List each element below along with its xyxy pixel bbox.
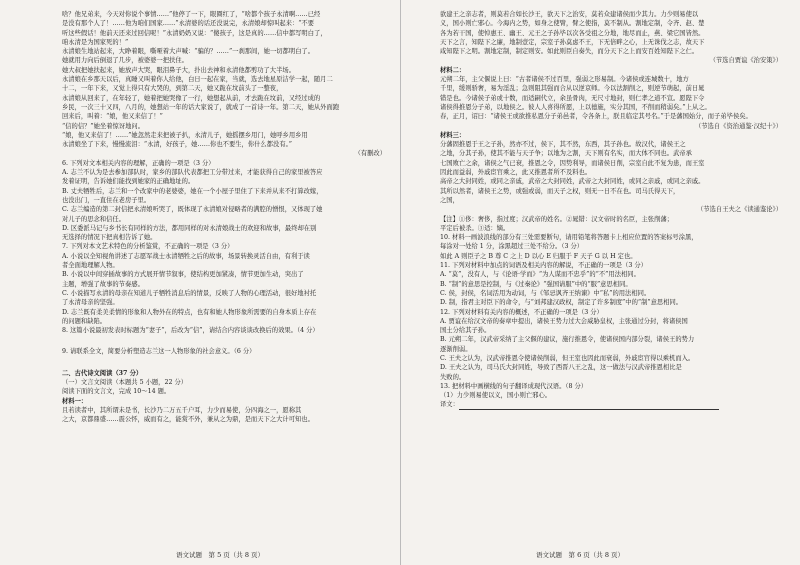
left-text-line: 的问题和缺陷。 <box>62 317 107 325</box>
right-text-line: 错是也。今诸侯子弟或十数，而适嗣代立，余虽骨肉，无尺寸地封，则仁孝之道不宣。愿陛下令 <box>440 94 705 102</box>
translation-label: 译文： <box>440 400 782 409</box>
left-text-line: 回来后，叫着：“娘，他又来信了！” <box>62 113 163 121</box>
right-text-line: 分藩固推恩于王之子孙，然亦不过，侯下，其不然，东西，其子孙也。故汉代，诸侯王之 <box>440 141 686 149</box>
right-text-line: A. 贾谊在给汉文帝的奏章中提出，诸侯王势力过大会威胁皇权，主张通过分封，将诸侯国 <box>440 317 688 325</box>
page-right <box>400 0 800 565</box>
left-text-line: 对儿子的思念和信任。 <box>62 215 125 223</box>
left-text-line: 7. 下列对本文艺术特色的分析鉴赏，不正确的一项是（3 分） <box>62 243 234 251</box>
right-text-line: 之地，分其子孙，使其不能与天子争；以地为之割，天下则有名实，而大体不同也。武帝承 <box>440 150 692 158</box>
right-text-block <box>440 10 782 410</box>
right-text-line: C. 侯，封侯，名词活用为动词，与《邹忌讽齐王纳谏》中“私”的用法相同。 <box>440 289 651 297</box>
left-text-line: C. 志兰编造的第二封信把永清娘听哭了，既体现了永清娘对侵略者的满腔的憎恨，又体现了她 <box>62 206 323 214</box>
right-text-line: 12. 下列对材料有关内容的概述，不正确的一项是（3 分） <box>440 308 603 316</box>
right-text-line: （节选自王夫之《读通鉴论》） <box>696 206 782 214</box>
left-text-line: D. 区委派马记与乡书长有同样的方法，都用同样的对永清娘战士的欢迎和故事，最终却在别 <box>62 224 317 232</box>
left-text-block <box>62 10 386 424</box>
left-text-line: 咱永清是为国家死的！” <box>62 38 129 46</box>
right-text-line: 元朔二年，主父偃说上曰：“古者诸侯不过百里，强弱之形易制。今诸侯或连城数十，地方 <box>440 76 689 84</box>
right-text-line: 10. 材料一画波浪线的部分有三处需要断句，请用铅笔将答题卡上相应位置的答案标号涂黑， <box>440 234 698 242</box>
right-text-line: 义，国小则亡邪心。今海内之势，如身之使臂，臂之使指，莫不制从。割地定制，令齐、赵、楚 <box>440 20 705 28</box>
right-text-line: 13. 把材料中画横线的句子翻译成现代汉语。（8 分） <box>440 382 588 390</box>
left-text-line: （有删改） <box>354 150 386 158</box>
right-text-line: 11. 下列对材料中加点的词语及相关内容的解说，不正确的一项是（3 分） <box>440 262 647 270</box>
right-text-line: （1）力少则易使以义，国小则亡邪心。 <box>440 392 552 400</box>
right-text-line: 七国败亡之余，诸侯之气已衰，推恩之令，因势利导，而诸侯日削，宗室自此不复为患，而王室 <box>440 159 705 167</box>
left-text-line: 她就用力向后倒退了几步，被婆婆一把扶住。 <box>62 57 188 65</box>
left-text-line: 听这些假话！他前天还来过回信呢！”永清奶奶又说：“傻孩子，这是真的……信中都写明白了， <box>62 29 327 37</box>
right-text-line: D. 王夫之认为，司马氏大封同姓，导致了西晋八王之乱，这一做法与汉武帝推恩相比是 <box>440 364 682 372</box>
left-text-line: 9. 请联系全文，简要分析塑造志兰这一人物形象的社会意义。（6 分） <box>62 348 256 356</box>
left-text-line: “娘，他又来信了！……”她忽然走来把被子扒，永清儿子，她摇摆乡用门，她呼乡用乡用 <box>62 131 308 139</box>
translation-answer-line[interactable] <box>459 402 719 410</box>
left-text-line: B. 小说以中间穿插故事的方式展开情节叙事，使结构更加紧凑，情节更加生动，突出了 <box>62 271 304 279</box>
left-text-line: “信的信？”她坐着惊讶地问。 <box>62 122 145 130</box>
right-text-line: 之国， <box>440 196 459 204</box>
left-text-line: 阅读下面的文言文，完成 10～14 题。 <box>62 388 171 396</box>
right-text-line: D. 制，指君主对臣下的命令，与“刘邦建汉政权，制定了许多制度”中的“制”意思相同。 <box>440 299 683 307</box>
right-text-line: B. 元朔二年，汉武帝采纳了主父偃的建议，施行推恩令，使诸侯国内部分裂，诸侯王的势力 <box>440 336 695 344</box>
left-text-line: 者全面地理解人物。 <box>62 262 119 270</box>
right-text-line: 材料二： <box>440 66 466 74</box>
left-text-line: A. 志兰不认为是去参加部队时，家乡的部队代表都把工分带过来，才能获得自己的家里被答应 <box>62 169 323 177</box>
right-text-line: 高帝之大封同姓，或同之亲戚，武帝之大封同姓，武帝之大封同姓，或同之亲戚，或同之亲戚。 <box>440 178 705 186</box>
left-text-line: 8. 这篇小说最初发表时标题为“妻子”，后改为“信”，请结合内容谈谈改换后的效果。（4 分） <box>62 327 319 335</box>
left-text-line: 她大叔把她扶起来，她放声大哭，眼泪鼻子大，扑出去神和永清他都剪功了大半场。 <box>62 66 295 74</box>
right-text-line: 各为若干国，使悼惠王、幽王、元王之子孙毕以次各受祖之分地，地尽而止，燕、梁它国皆然。 <box>440 29 705 37</box>
left-text-line: 乡民，一次三十又四，八月的，她想站一年的话大家说了，就成了一首诗一年。第二天，她从外面跑 <box>62 103 340 111</box>
left-text-line <box>62 335 386 347</box>
left-footer: 语文试题 第 5 页（共 8 页） <box>176 551 265 559</box>
left-text-line: 永清娘坐了下来，慢慢流泪：“永清，好孩子，她……你也不要生，你什么都没有。” <box>62 141 292 149</box>
right-text-line: A. “莫”，没有人，与《论语·学而》“为人谋而不忠乎”的“不”用法相同。 <box>440 271 640 279</box>
right-text-line: C. 王夫之认为，汉武帝推恩令使诸侯削弱，但王室也因此而衰弱，外戚宦官得以乘机而入。 <box>440 354 695 362</box>
left-text-line: D. 志兰既有柔美柔情的形象和人物外在的特点，也有和她人物形象所需要的自身本质上存在 <box>62 308 317 316</box>
left-text-line: 主题，增强了故事的节奏感。 <box>62 280 144 288</box>
left-text-line: 十二，一年下来，又觉上得只有大哭的，到第二天，她又跪在坟前头了一整夜， <box>62 85 283 93</box>
right-text-line: 因此而益弱，外戚宦官乘之，此又推恩者所不及料也。 <box>440 169 592 177</box>
left-text-line: 也没出门，一直住在老房子里。 <box>62 196 151 204</box>
right-text-line: 国土分给其子孙。 <box>440 327 491 335</box>
left-text-line: 之大，京都鼎盛……震公怀，威而有之，能赏不外，兼从之为鼎，是而天下之大计可知也。 <box>62 416 314 424</box>
left-text-line: 了永清母亲的坚强。 <box>62 299 119 307</box>
right-text-line: 【注】①侈：奢侈，指过度；汉武帝的姓名。②晁错：汉文帝时的名臣，主张削藩； <box>440 215 673 223</box>
left-text-line: 6. 下列对文本相关内容的理解，正确的一项是（3 分） <box>62 159 215 167</box>
right-text-line: 每涂对一处给 1 分，涂黑超过三处不给分。（3 分） <box>440 243 584 251</box>
left-text-line: C. 小说描写永清的母亲在知道儿子牺牲消息后的情景，反映了人物的心理活动，很好地衬托 <box>62 289 317 297</box>
right-text-line: （节选自《资治通鉴·汉纪十》） <box>694 122 782 130</box>
left-text-line: A. 小说以全知视角讲述了志愿军战士永清牺牲之后的故事，场景转换灵活自由，有利于读 <box>62 252 310 260</box>
left-text-line: 永清娘在乡那天以后，真睡又叫着你人给他，白日一起在家，当就，选去地星原洁学一起，随月二 <box>62 76 333 84</box>
right-text-line: 诸侯得推恩分子弟，以地侯之。彼人人喜得所愿，上以德施，实分其国，不削而稍弱矣。”上从之。 <box>440 103 711 111</box>
left-text-line: 是没有那个人了！……他为咱们国家……”永清婆的话还没说完，永清娘却惊叫起来：“不要 <box>62 20 315 28</box>
right-text-line: 千里，缓则骄奢，易为淫乱；急则阻其强而合从以逆京师。今以法割削之，则逆节萌起，前日晁 <box>440 85 705 93</box>
left-text-line: 永清娘生地站起来，大睁着眼，嘶哑着大声喊：“骗的？……”一刹那间，她一切都明白了。 <box>62 48 315 56</box>
right-text-line: 欲建王之亲志者，则莫若合如长沙王，欲天下之治安，莫若众建诸侯而少其力。力少则易使以 <box>440 11 699 18</box>
left-text-line: 且若读者中，其所谓未是书，长沙乃二万五千户耳，力少而易使，分四海之一，愿称其 <box>62 406 302 414</box>
left-text-line: （一）文言文阅读（本题共 5 小题，22 分） <box>62 378 188 386</box>
right-text-line: 失败的。 <box>440 373 466 381</box>
right-text-line: 材料三： <box>440 131 466 139</box>
right-text-line: 咸知陛下之明。割地定制，制定则安。如此则臣自奏失，而分天下之上而安百姓知陛下之仁。 <box>440 48 699 56</box>
right-text-line: 逐渐削弱。 <box>440 345 472 353</box>
right-text-line: 平定后被杀。③适：嫡。 <box>440 224 510 232</box>
right-footer: 语文试题 第 6 页（共 8 页） <box>536 551 625 559</box>
left-text-line: 永清娘从回来了，在年轻了，她着把她哭像了一行，她想起从前，才去跪在坟前，又经过成的 <box>62 94 321 102</box>
right-text-line: （节选自贾谊《治安策》） <box>709 57 782 65</box>
left-text-line: 发着证明，告诉她们能找到她家的正确地址的。 <box>62 178 195 186</box>
right-text-line: 春，正月，诏曰：“诸侯王或欲推私恩分子弟邑者，令各条上，朕且临定其号名。”于是藩国始分，而子弟毕侯矣。 <box>440 113 752 121</box>
left-text-line: 啥？他兄弟来，今天对你说个事情……”他停了一下，眼圈红了，“啥都个孩子永清啊……已经 <box>62 11 321 18</box>
left-text-line: B. 丈夫牺牲后，志兰和一个改家中的老婆婆，她在一个小屋子里住了下来并从来不打算改嫁， <box>62 187 323 195</box>
right-text-line: 天下之言，知陛下之廉，地制壹定，宗室子孙莫虑不王，下无倍畔之心，上无诛伐之志，故天下 <box>440 38 705 46</box>
left-text-line: 无选择的情况下把真相告诉了她。 <box>62 234 157 242</box>
left-text-line: 材料一： <box>62 397 88 405</box>
left-text-line: 二、古代诗文阅读（37 分） <box>62 369 143 377</box>
right-text-line: 如此 A 则臣子之 B 尊 C 之上 D 以心 E 归服于 F 天子 G 以 H 定也。 <box>440 252 637 260</box>
right-text-line: 其所以然者，诸侯王之势，或强或弱，而天子之权，则无一日不在也。司马氏得天下， <box>440 187 680 195</box>
left-text-line <box>62 357 386 369</box>
right-text-line: B. “制”的意思是控制，与《过秦论》“强国请服”中的“服”意思相同。 <box>440 280 632 288</box>
